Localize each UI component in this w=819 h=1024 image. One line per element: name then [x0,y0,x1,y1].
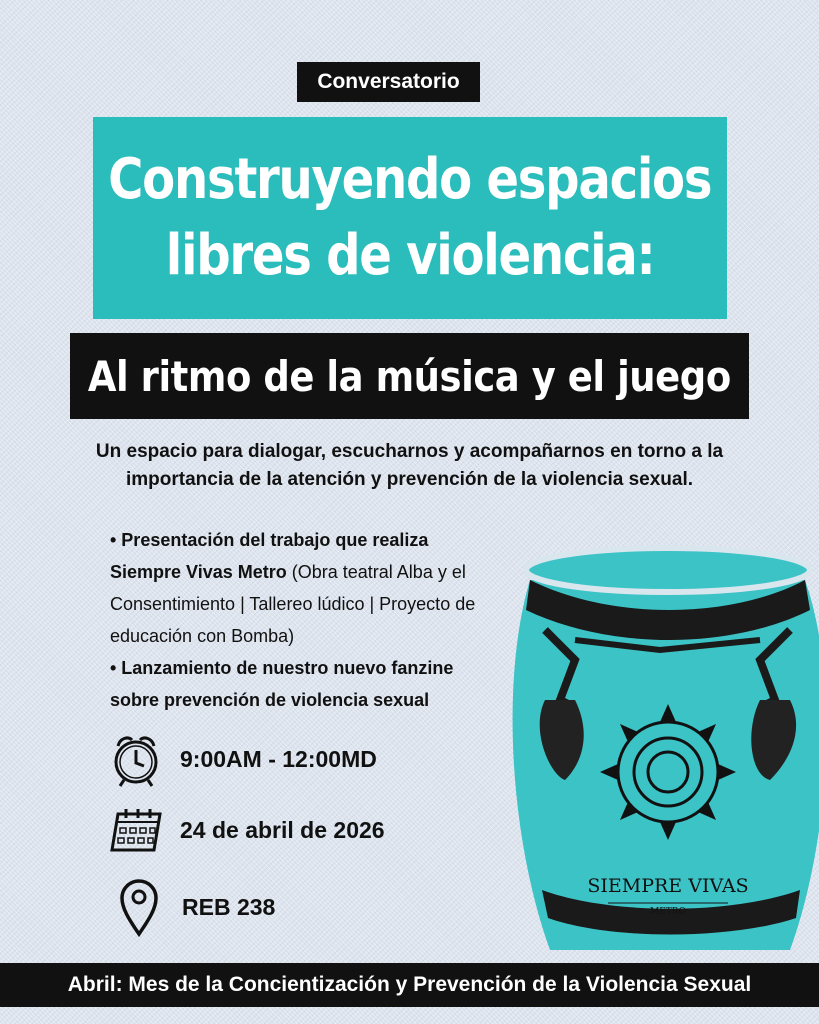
bullet-1-bold-b: Siempre Vivas Metro [110,562,287,582]
alarm-clock-icon [110,728,162,790]
bullet-2-line-a: • Lanzamiento de nuestro nuevo fanzine [110,658,454,678]
event-time: 9:00AM - 12:00MD [180,745,377,772]
event-date: 24 de abril de 2026 [180,816,385,843]
bullet-list [110,524,530,716]
subtitle: Al ritmo de la música y el juego [88,351,731,401]
title-line-1: Construyendo espacios [108,147,712,212]
logo-name: SIEMPRE VIVAS [587,875,749,897]
description [40,438,779,494]
description-line-2: importancia de la atención y prevención de la violencia sexual. [125,469,694,490]
event-type-tag [297,62,480,102]
drum-head [526,548,810,592]
time-row [110,728,377,790]
conga-drum-illustration [490,540,819,960]
bullet-item-1 [110,524,530,652]
event-type-label: Conversatorio [317,70,460,93]
bullet-1-bold-a: • Presentación del trabajo que realiza [110,530,429,550]
title-box [93,117,727,319]
event-location: REB 238 [182,893,276,920]
location-row [118,876,275,938]
logo-sub: METRO [650,907,686,917]
footer-text: Abril: Mes de la Concientización y Prevención de la Violencia Sexual [67,973,752,996]
title-line-2: libres de violencia: [165,223,655,288]
footer-banner [0,963,819,1007]
subtitle-box [70,333,749,419]
bullet-item-2 [110,652,530,716]
calendar-icon [110,806,164,854]
bullet-2-line-b: sobre prevención de violencia sexual [110,690,430,710]
bullet-1-rest: (Obra teatral Alba y el Consentimiento | Tallereo lúdico | Proyecto de educación con Bomba) [110,562,476,646]
description-line-1: Un espacio para dialogar, escucharnos y acompañarnos en torno a la [95,441,724,462]
date-row [110,806,385,854]
location-pin-icon [118,876,160,938]
